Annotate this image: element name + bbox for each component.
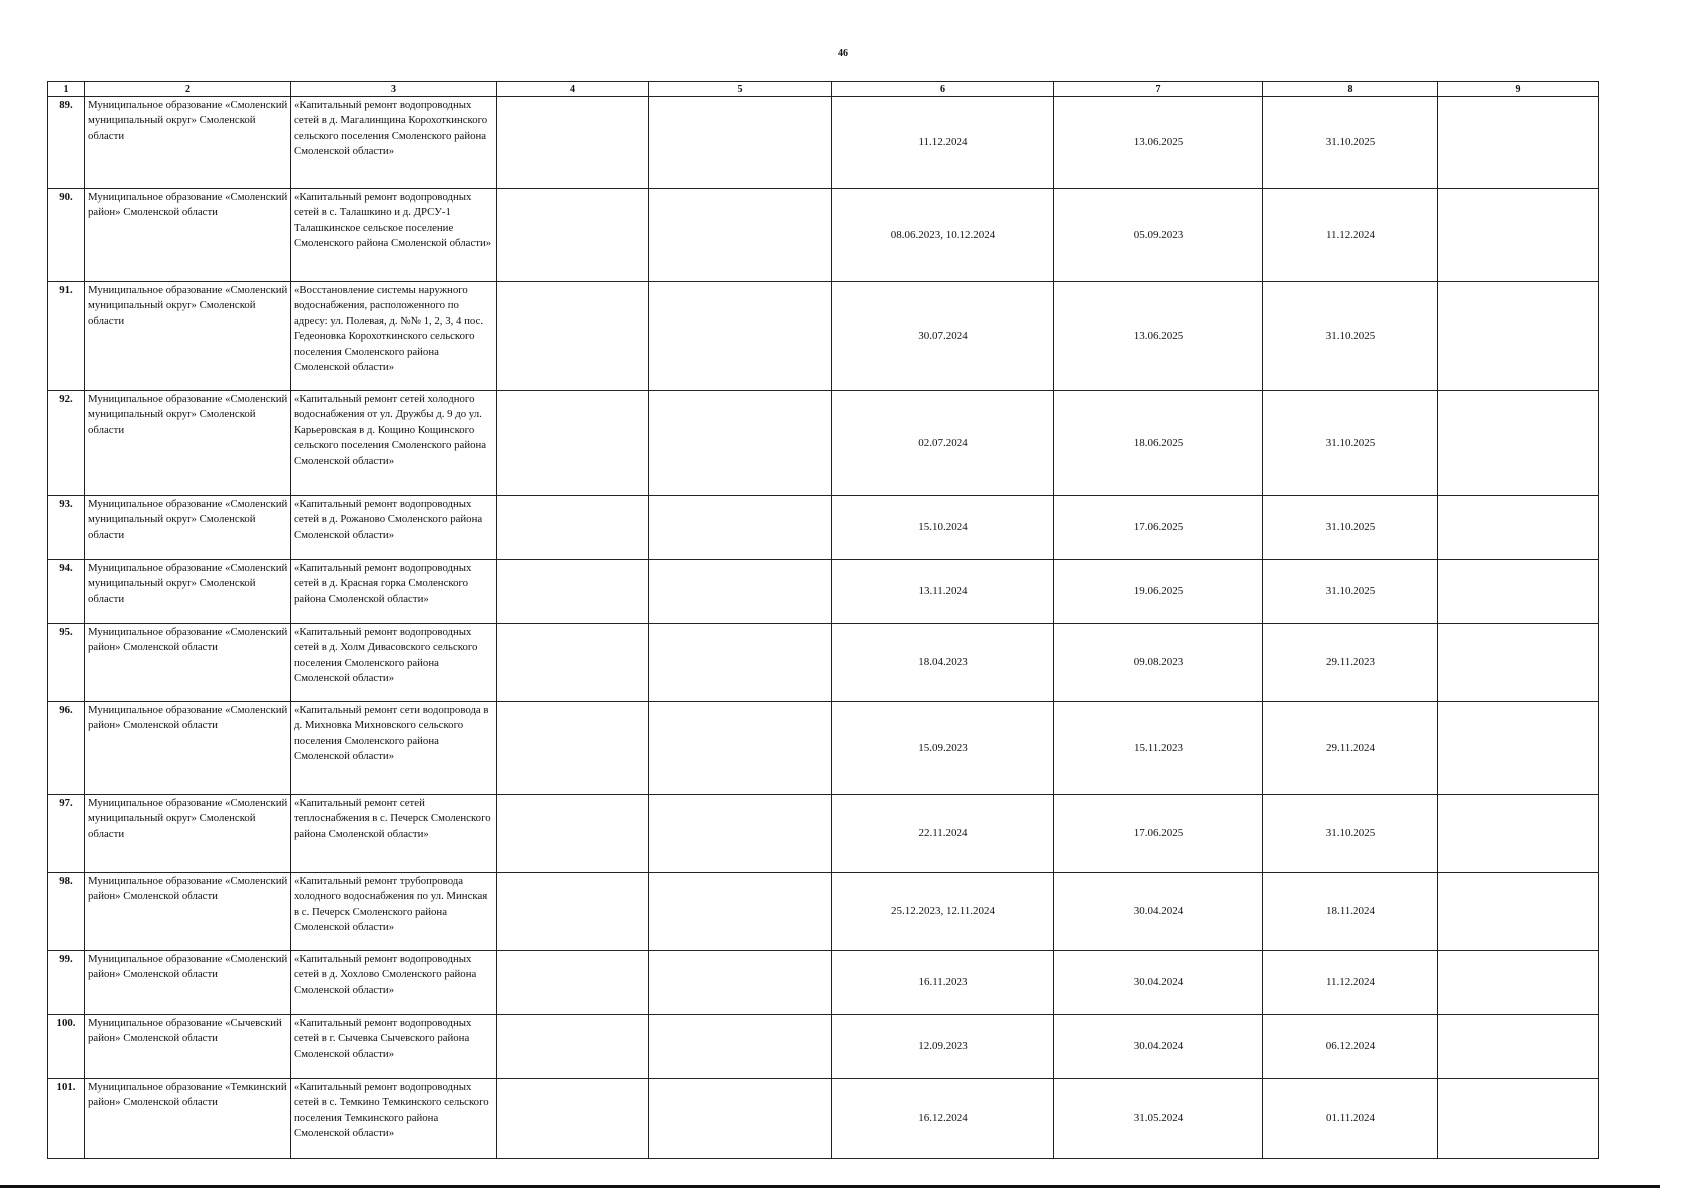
row-number: 98. (48, 873, 85, 951)
works-schedule-table (47, 81, 1599, 1159)
col-5 (649, 795, 832, 873)
municipality: Муниципальное образование «Смоленский муниципальный округ» Смоленской области (85, 282, 291, 391)
municipality: Муниципальное образование «Смоленский район» Смоленской области (85, 702, 291, 795)
row-number: 95. (48, 624, 85, 702)
table-row (48, 873, 1599, 951)
municipality: Муниципальное образование «Смоленский муниципальный округ» Смоленской области (85, 391, 291, 496)
object-name: «Капитальный ремонт сетей теплоснабжения в с. Печерск Смоленского района Смоленской области» (291, 795, 497, 873)
date-col-6: 13.11.2024 (832, 560, 1054, 624)
col-4 (497, 624, 649, 702)
col-9 (1438, 1015, 1599, 1079)
object-name: «Капитальный ремонт водопроводных сетей в с. Талашкино и д. ДРСУ-1 Талашкинское сельское поселение Смоленского района Смоленской области» (291, 189, 497, 282)
date-col-7: 19.06.2025 (1054, 560, 1263, 624)
date-col-6: 15.09.2023 (832, 702, 1054, 795)
table-row (48, 391, 1599, 496)
date-col-7: 31.05.2024 (1054, 1079, 1263, 1159)
date-col-7: 13.06.2025 (1054, 282, 1263, 391)
object-name: «Капитальный ремонт сетей холодного водоснабжения от ул. Дружбы д. 9 до ул. Карьеровская в д. Кощино Кощинского сельского поселения Смоленского района Смоленской области» (291, 391, 497, 496)
date-col-6: 11.12.2024 (832, 97, 1054, 189)
object-name: «Капитальный ремонт водопроводных сетей в с. Темкино Темкинского сельского поселения Темкинского района Смоленской области» (291, 1079, 497, 1159)
date-col-8: 06.12.2024 (1263, 1015, 1438, 1079)
row-number: 94. (48, 560, 85, 624)
date-col-6: 08.06.2023, 10.12.2024 (832, 189, 1054, 282)
date-col-7: 17.06.2025 (1054, 496, 1263, 560)
col-5 (649, 560, 832, 624)
date-col-8: 18.11.2024 (1263, 873, 1438, 951)
table-row (48, 282, 1599, 391)
table-row (48, 1015, 1599, 1079)
object-name: «Капитальный ремонт водопроводных сетей в д. Рожаново Смоленского района Смоленской области» (291, 496, 497, 560)
column-header-3: 3 (291, 82, 497, 97)
object-name: «Капитальный ремонт трубопровода холодного водоснабжения по ул. Минская в с. Печерск Смоленского района Смоленской области» (291, 873, 497, 951)
date-col-8: 31.10.2025 (1263, 496, 1438, 560)
col-9 (1438, 189, 1599, 282)
date-col-7: 17.06.2025 (1054, 795, 1263, 873)
column-header-6: 6 (832, 82, 1054, 97)
col-4 (497, 1015, 649, 1079)
date-col-8: 11.12.2024 (1263, 189, 1438, 282)
date-col-7: 30.04.2024 (1054, 1015, 1263, 1079)
municipality: Муниципальное образование «Смоленский район» Смоленской области (85, 189, 291, 282)
col-5 (649, 1079, 832, 1159)
column-header-1: 1 (48, 82, 85, 97)
date-col-8: 11.12.2024 (1263, 951, 1438, 1015)
table-row (48, 795, 1599, 873)
date-col-7: 13.06.2025 (1054, 97, 1263, 189)
municipality: Муниципальное образование «Смоленский район» Смоленской области (85, 951, 291, 1015)
header-row (48, 82, 1599, 97)
date-col-6: 02.07.2024 (832, 391, 1054, 496)
col-5 (649, 1015, 832, 1079)
date-col-7: 09.08.2023 (1054, 624, 1263, 702)
row-number: 90. (48, 189, 85, 282)
col-5 (649, 97, 832, 189)
col-5 (649, 702, 832, 795)
col-4 (497, 282, 649, 391)
col-5 (649, 951, 832, 1015)
col-9 (1438, 282, 1599, 391)
date-col-6: 16.12.2024 (832, 1079, 1054, 1159)
column-header-4: 4 (497, 82, 649, 97)
col-4 (497, 1079, 649, 1159)
col-5 (649, 282, 832, 391)
row-number: 92. (48, 391, 85, 496)
row-number: 101. (48, 1079, 85, 1159)
table-row (48, 624, 1599, 702)
col-4 (497, 560, 649, 624)
date-col-6: 25.12.2023, 12.11.2024 (832, 873, 1054, 951)
col-5 (649, 189, 832, 282)
date-col-8: 31.10.2025 (1263, 795, 1438, 873)
date-col-6: 16.11.2023 (832, 951, 1054, 1015)
date-col-8: 29.11.2024 (1263, 702, 1438, 795)
date-col-6: 22.11.2024 (832, 795, 1054, 873)
table-row (48, 951, 1599, 1015)
date-col-7: 30.04.2024 (1054, 873, 1263, 951)
row-number: 93. (48, 496, 85, 560)
col-9 (1438, 97, 1599, 189)
column-header-8: 8 (1263, 82, 1438, 97)
table-row (48, 702, 1599, 795)
row-number: 99. (48, 951, 85, 1015)
municipality: Муниципальное образование «Смоленский муниципальный округ» Смоленской области (85, 97, 291, 189)
row-number: 91. (48, 282, 85, 391)
table-row (48, 97, 1599, 189)
col-4 (497, 702, 649, 795)
col-9 (1438, 496, 1599, 560)
municipality: Муниципальное образование «Темкинский район» Смоленской области (85, 1079, 291, 1159)
col-4 (497, 951, 649, 1015)
col-5 (649, 391, 832, 496)
date-col-8: 01.11.2024 (1263, 1079, 1438, 1159)
col-9 (1438, 391, 1599, 496)
col-9 (1438, 951, 1599, 1015)
table-row (48, 496, 1599, 560)
object-name: «Капитальный ремонт водопроводных сетей в г. Сычевка Сычевского района Смоленской области» (291, 1015, 497, 1079)
col-4 (497, 391, 649, 496)
municipality: Муниципальное образование «Смоленский муниципальный округ» Смоленской области (85, 496, 291, 560)
col-4 (497, 873, 649, 951)
date-col-8: 29.11.2023 (1263, 624, 1438, 702)
date-col-8: 31.10.2025 (1263, 97, 1438, 189)
column-header-2: 2 (85, 82, 291, 97)
table-row (48, 1079, 1599, 1159)
date-col-6: 12.09.2023 (832, 1015, 1054, 1079)
table-row (48, 560, 1599, 624)
col-4 (497, 795, 649, 873)
col-5 (649, 496, 832, 560)
municipality: Муниципальное образование «Смоленский район» Смоленской области (85, 873, 291, 951)
municipality: Муниципальное образование «Сычевский район» Смоленской области (85, 1015, 291, 1079)
row-number: 100. (48, 1015, 85, 1079)
col-9 (1438, 560, 1599, 624)
row-number: 89. (48, 97, 85, 189)
date-col-8: 31.10.2025 (1263, 560, 1438, 624)
col-4 (497, 189, 649, 282)
municipality: Муниципальное образование «Смоленский муниципальный округ» Смоленской области (85, 795, 291, 873)
bottom-rule (0, 1185, 1660, 1188)
column-header-7: 7 (1054, 82, 1263, 97)
date-col-6: 15.10.2024 (832, 496, 1054, 560)
table-body (48, 97, 1599, 1159)
municipality: Муниципальное образование «Смоленский муниципальный округ» Смоленской области (85, 560, 291, 624)
date-col-7: 05.09.2023 (1054, 189, 1263, 282)
object-name: «Капитальный ремонт водопроводных сетей в д. Магалинщина Корохоткинского сельского поселения Смоленского района Смоленской области» (291, 97, 497, 189)
col-5 (649, 873, 832, 951)
date-col-7: 18.06.2025 (1054, 391, 1263, 496)
object-name: «Капитальный ремонт водопроводных сетей в д. Хохлово Смоленского района Смоленской области» (291, 951, 497, 1015)
col-4 (497, 496, 649, 560)
table-row (48, 189, 1599, 282)
date-col-6: 30.07.2024 (832, 282, 1054, 391)
row-number: 96. (48, 702, 85, 795)
col-9 (1438, 624, 1599, 702)
column-header-5: 5 (649, 82, 832, 97)
date-col-8: 31.10.2025 (1263, 282, 1438, 391)
page-number: 46 (838, 48, 848, 59)
municipality: Муниципальное образование «Смоленский район» Смоленской области (85, 624, 291, 702)
col-4 (497, 97, 649, 189)
date-col-7: 30.04.2024 (1054, 951, 1263, 1015)
col-9 (1438, 795, 1599, 873)
date-col-6: 18.04.2023 (832, 624, 1054, 702)
date-col-7: 15.11.2023 (1054, 702, 1263, 795)
object-name: «Капитальный ремонт водопроводных сетей в д. Красная горка Смоленского района Смоленской области» (291, 560, 497, 624)
col-9 (1438, 702, 1599, 795)
col-5 (649, 624, 832, 702)
row-number: 97. (48, 795, 85, 873)
object-name: «Капитальный ремонт водопроводных сетей в д. Холм Дивасовского сельского поселения Смоленского района Смоленской области» (291, 624, 497, 702)
column-header-9: 9 (1438, 82, 1599, 97)
col-9 (1438, 873, 1599, 951)
object-name: «Восстановление системы наружного водоснабжения, расположенного по адресу: ул. Полевая, д. №№ 1, 2, 3, 4 пос. Гедеоновка Корохоткинского сельского поселения Смоленского района Смоленской области» (291, 282, 497, 391)
date-col-8: 31.10.2025 (1263, 391, 1438, 496)
col-9 (1438, 1079, 1599, 1159)
object-name: «Капитальный ремонт сети водопровода в д. Михновка Михновского сельского поселения Смоленского района Смоленской области» (291, 702, 497, 795)
